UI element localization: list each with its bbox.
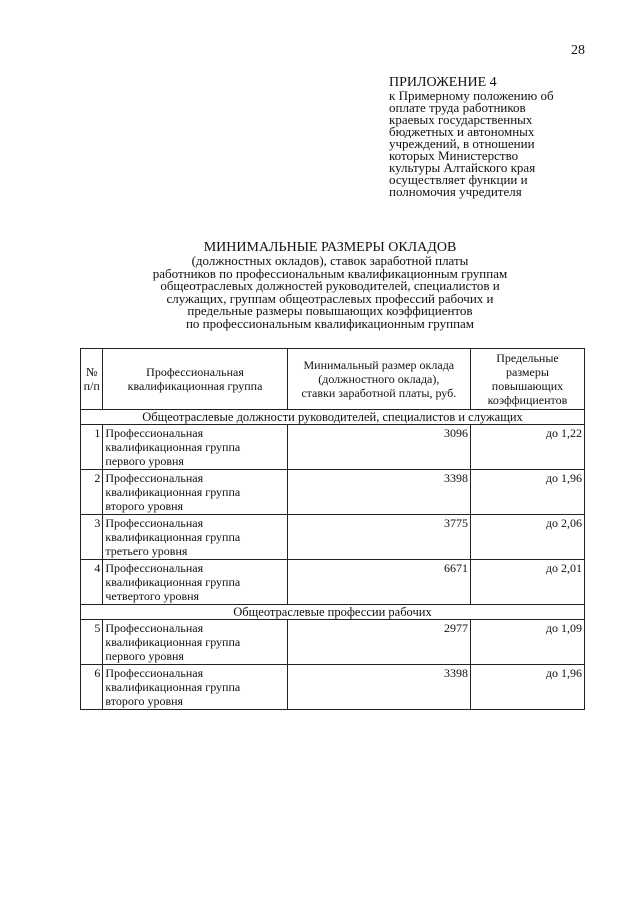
group-line: второго уровня	[105, 694, 184, 708]
appendix-line: оплате труда работников	[389, 100, 526, 115]
group-line: второго уровня	[105, 499, 184, 513]
group-line: квалификационная группа	[105, 440, 241, 454]
table-header-row	[81, 349, 585, 410]
appendix-line: полномочия учредителя	[389, 184, 522, 199]
row-salary: 6671	[287, 560, 470, 605]
header-line: квалификационная группа	[127, 379, 263, 393]
row-group	[103, 665, 287, 710]
section-title: Общеотраслевые должности руководителей, специалистов и служащих	[81, 410, 585, 425]
section-title: Общеотраслевые профессии рабочих	[81, 605, 585, 620]
table-row	[81, 560, 585, 605]
header-line: (должностного оклада),	[318, 372, 440, 386]
appendix-line: краевых государственных	[389, 112, 533, 127]
group-line: четвертого уровня	[105, 589, 200, 603]
row-group	[103, 560, 287, 605]
header-line: ставки заработной платы, руб.	[301, 386, 457, 400]
table-row	[81, 425, 585, 470]
header-coef	[470, 349, 584, 410]
title-line: по профессиональным квалификационным группам	[185, 315, 475, 331]
row-num: 2	[81, 470, 103, 515]
header-line: п/п	[83, 379, 100, 393]
group-line: первого уровня	[105, 649, 184, 663]
page-number: 28	[571, 43, 585, 58]
document-title	[100, 240, 560, 331]
title-line: предельные размеры повышающих коэффициентов	[187, 303, 473, 319]
row-salary: 3096	[287, 425, 470, 470]
table-row	[81, 515, 585, 560]
salary-table	[80, 348, 585, 710]
group-line: Профессиональная	[105, 561, 204, 575]
group-line: квалификационная группа	[105, 530, 241, 544]
table-row	[81, 470, 585, 515]
group-line: Профессиональная	[105, 666, 204, 680]
row-salary: 3775	[287, 515, 470, 560]
row-num: 1	[81, 425, 103, 470]
row-coef: до 1,09	[470, 620, 584, 665]
appendix-heading: ПРИЛОЖЕНИЕ 4	[389, 75, 497, 90]
row-num: 4	[81, 560, 103, 605]
row-coef: до 1,96	[470, 470, 584, 515]
appendix-line: которых Министерство	[389, 148, 519, 163]
header-line: №	[85, 365, 98, 379]
appendix-line: культуры Алтайского края	[389, 160, 536, 175]
group-line: третьего уровня	[105, 544, 188, 558]
group-line: Профессиональная	[105, 471, 204, 485]
row-group	[103, 470, 287, 515]
group-line: Профессиональная	[105, 426, 204, 440]
group-line: первого уровня	[105, 454, 184, 468]
group-line: квалификационная группа	[105, 635, 241, 649]
row-group	[103, 620, 287, 665]
row-num: 6	[81, 665, 103, 710]
header-group	[103, 349, 287, 410]
row-coef: до 1,96	[470, 665, 584, 710]
header-line: повышающих	[491, 379, 564, 393]
group-line: Профессиональная	[105, 516, 204, 530]
appendix-line: осуществляет функции и	[389, 172, 528, 187]
header-num	[81, 349, 103, 410]
title-line: общеотраслевых должностей руководителей, специалистов и	[160, 278, 500, 294]
title-line: работников по профессиональным квалификационным группам	[152, 265, 508, 281]
row-salary: 2977	[287, 620, 470, 665]
header-line: Минимальный размер оклада	[303, 358, 455, 372]
row-coef: до 2,01	[470, 560, 584, 605]
row-group	[103, 425, 287, 470]
row-num: 3	[81, 515, 103, 560]
appendix-line: учреждений, в отношении	[389, 136, 535, 151]
row-coef: до 2,06	[470, 515, 584, 560]
header-line: Профессиональная	[146, 365, 244, 379]
group-line: квалификационная группа	[105, 575, 241, 589]
title-line: (должностных окладов), ставок заработной платы	[191, 253, 469, 268]
group-line: квалификационная группа	[105, 680, 241, 694]
group-line: Профессиональная	[105, 621, 204, 635]
appendix-line: к Примерному положению об	[389, 88, 554, 103]
header-line: коэффициентов	[487, 393, 568, 407]
row-salary: 3398	[287, 665, 470, 710]
row-coef: до 1,22	[470, 425, 584, 470]
table-row	[81, 620, 585, 665]
title-line: служащих, группам общеотраслевых профессий рабочих и	[166, 290, 494, 306]
appendix-line: бюджетных и автономных	[389, 124, 535, 139]
row-salary: 3398	[287, 470, 470, 515]
appendix-note	[389, 76, 599, 198]
section-row	[81, 605, 585, 620]
row-group	[103, 515, 287, 560]
section-row	[81, 410, 585, 425]
title-main: МИНИМАЛЬНЫЕ РАЗМЕРЫ ОКЛАДОВ	[203, 240, 457, 255]
header-salary	[287, 349, 470, 410]
header-line: Предельные	[496, 351, 559, 365]
row-num: 5	[81, 620, 103, 665]
table-row	[81, 665, 585, 710]
header-line: размеры	[506, 365, 549, 379]
group-line: квалификационная группа	[105, 485, 241, 499]
